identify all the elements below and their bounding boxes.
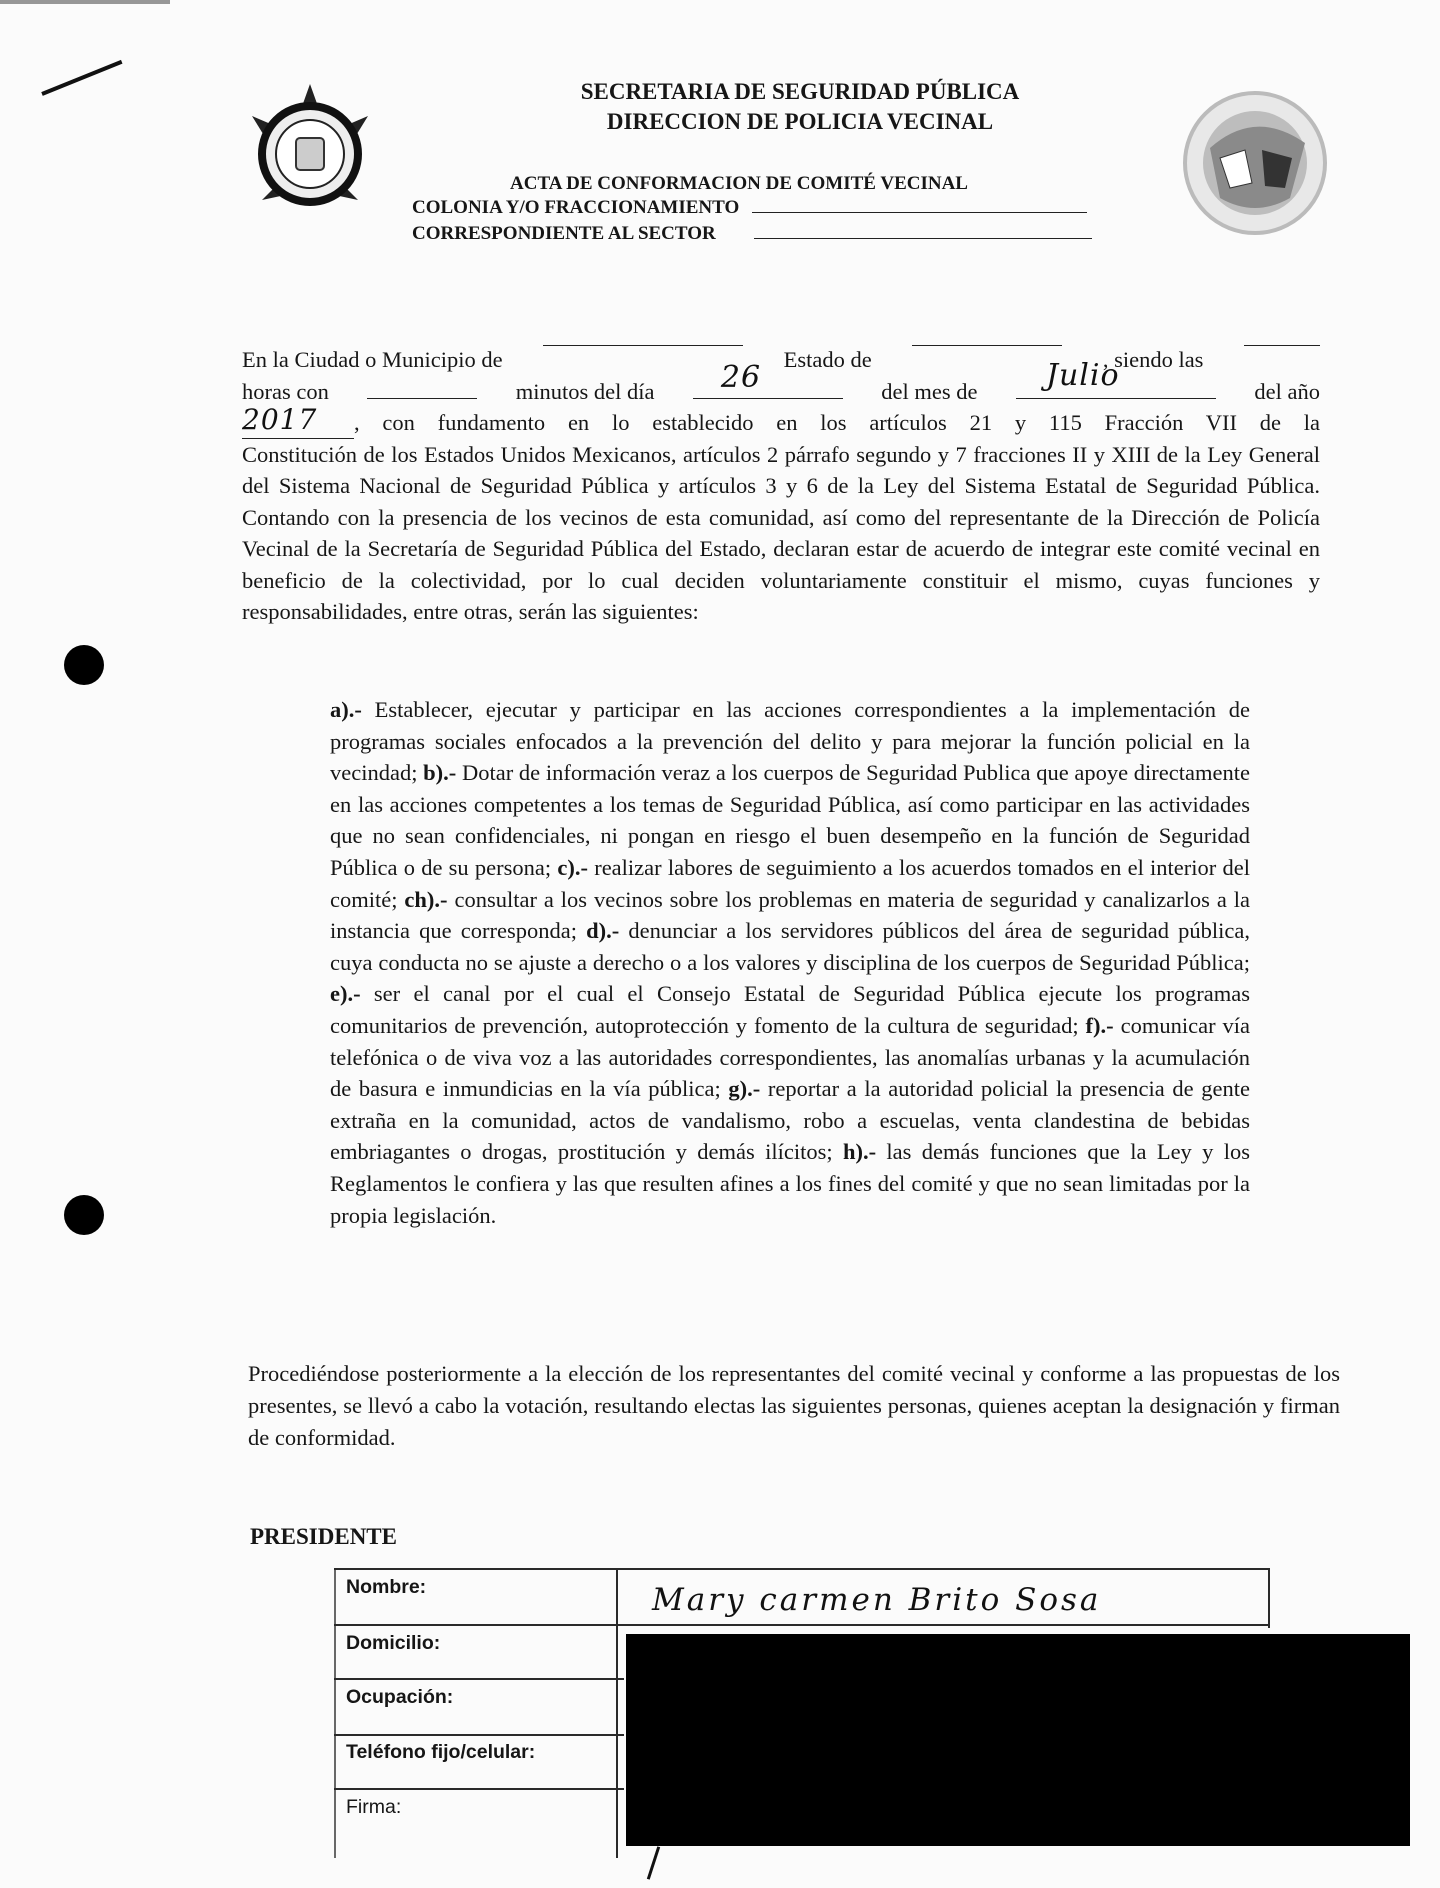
label-firma: Firma: — [346, 1796, 402, 1818]
election-paragraph: Procediéndose posteriormente a la elección de los representantes del comité vecinal y conforme a las propuestas de los presentes, se llevó a cabo la votación, resultando electas las siguientes personas, quienes aceptan la designación y firman de conformidad. — [248, 1361, 1340, 1450]
table-left-border — [334, 1568, 336, 1858]
horas-num-blank — [367, 397, 477, 399]
intro-text-siendo: , siendo las — [1102, 347, 1204, 372]
intro-text-horas: horas con — [242, 378, 329, 404]
colonia-blank — [752, 211, 1087, 213]
table-row-line-4 — [334, 1788, 624, 1790]
header-line-2: DIRECCION DE POLICIA VECINAL — [606, 109, 994, 134]
section-title-presidente: PRESIDENTE — [250, 1524, 397, 1549]
acta-title: ACTA DE CONFORMACION DE COMITÉ VECINAL — [510, 173, 968, 194]
table-right-border — [1268, 1568, 1270, 1628]
intro-text-ciudad: En la Ciudad o Municipio de — [242, 347, 503, 372]
intro-text-mes: del mes de — [881, 378, 978, 404]
colonia-label: COLONIA Y/O FRACCIONAMIENTO — [412, 197, 740, 218]
item-d-letter: d).- — [586, 918, 620, 944]
intro-text-body: Constitución de los Estados Unidos Mexicanos, artículos 2 párrafo segundo y 7 fracciones II y XIII de la Ley General del Sistema Nacional de Seguridad Pública y artículos 3 y 6 de la Ley del Sistema Estatal de Seguridad Pública. Contando con la presencia de los vecinos de esta comunidad, así como del representante de la Dirección de Policía Vecinal de la Secretaría de Seguridad Pública del Estado, declaran estar de acuerdo de integrar este comité vecinal en beneficio de la colectividad, por lo cual deciden voluntariamente constituir el mismo, cuyas funciones y responsabilidades, entre otras, serán las siguientes: — [242, 441, 1320, 624]
label-ocupacion: Ocupación: — [346, 1686, 454, 1708]
seal-right — [1180, 88, 1330, 238]
item-ch-letter: ch).- — [404, 886, 448, 912]
binder-hole-bottom — [64, 1195, 104, 1235]
item-g-text: reportar a la autoridad policial la presencia de gente extraña en la comunidad, actos de vandalismo, robo a escuelas, venta clandestina de bebidas embriagantes o drogas, prostitución y demás ilícitos; — [330, 1076, 1250, 1165]
sector-label: CORRESPONDIENTE AL SECTOR — [412, 223, 716, 244]
colonia-field-label — [412, 196, 1152, 220]
label-nombre: Nombre: — [346, 1576, 427, 1598]
item-h-text: las demás funciones que la Ley y los Reglamentos le confiera y las que resulten afines a los fines del comité y que no sean limitadas por la propia legislación. — [330, 1139, 1250, 1228]
estado-blank — [912, 344, 1062, 346]
seal-left — [240, 82, 380, 222]
binder-hole-top — [64, 645, 104, 685]
intro-text-anio: del año — [1254, 378, 1320, 404]
intro-line-1 — [242, 344, 1320, 376]
dia-field — [693, 359, 843, 399]
item-d-text: denunciar a los servidores públicos del área de seguridad pública, cuya conducta no se ajuste a derecho o a los valores y disciplina de los cuerpos de Seguridad Pública; — [330, 918, 1250, 975]
consejo-seal-icon — [1180, 88, 1330, 238]
table-divider — [616, 1568, 618, 1858]
scan-mark-top-left — [0, 0, 170, 4]
item-b-text: Dotar de información veraz a los cuerpos de Seguridad Publica que apoye directamente en las acciones competentes a los temas de Seguridad Pública, así como participar en las actividades que no sean confidenciales, ni pongan en riesgo el buen desempeño en la función de Seguridad Pública o de su persona; — [330, 760, 1250, 880]
item-e-letter: e).- — [330, 981, 361, 1007]
item-c-text: realizar labores de seguimiento a los acuerdos tomados en el interior del comité; — [330, 854, 1250, 912]
police-star-seal-icon — [240, 82, 380, 222]
table-row-line-3 — [334, 1734, 624, 1736]
table-row-line-2 — [334, 1678, 624, 1680]
label-domicilio: Domicilio: — [346, 1632, 441, 1654]
item-e-text: ser el canal por el cual el Consejo Estatal de Seguridad Pública ejecute los programas comunitarios de prevención, autoprotección y fomento de la cultura de seguridad; — [330, 981, 1250, 1038]
nombre-handwritten: Mary carmen Brito Sosa — [652, 1582, 1102, 1618]
item-g-letter: g).- — [728, 1076, 761, 1102]
horas-blank — [1244, 344, 1320, 346]
item-c-letter: c).- — [557, 854, 588, 880]
functions-list — [330, 694, 1250, 1231]
item-a-text: Establecer, ejecutar y participar en las acciones correspondientes a la implementación de programas sociales enfocados a la prevención del delito y para mejorar la función policial en la vecindad; — [330, 697, 1250, 786]
table-top-border — [334, 1568, 1270, 1570]
item-f-text: comunicar vía telefónica o de viva voz a las autoridades correspondientes, las anomalías urbanas y la acumulación de basura e inmundicias en la vía pública; — [330, 1012, 1250, 1102]
mes-handwritten: Julio — [1045, 357, 1120, 393]
item-b-letter: b).- — [423, 760, 457, 786]
label-telefono: Teléfono fijo/celular: — [346, 1741, 536, 1763]
table-row-line-1 — [334, 1624, 1270, 1626]
item-ch-text: consultar a los vecinos sobre los problemas en materia de seguridad y canalizarlos a la instancia que corresponda; — [330, 886, 1250, 944]
intro-text-estado: Estado de — [783, 347, 872, 372]
pen-stroke — [41, 60, 122, 96]
intro-text-fundamento: , con fundamento en lo establecido en los artículos 21 y 115 Fracción VII de la — [354, 410, 1320, 435]
item-h-letter: h).- — [842, 1139, 877, 1165]
intro-line-3 — [242, 403, 1320, 439]
intro-paragraph — [242, 344, 1320, 628]
item-a-letter: a).- — [330, 697, 362, 722]
redaction-block — [626, 1634, 1410, 1846]
anio-handwritten: 2017 — [242, 407, 354, 439]
header-line-1: SECRETARIA DE SEGURIDAD PÚBLICA — [580, 79, 1020, 104]
dia-handwritten: 26 — [720, 359, 762, 395]
sector-field-label — [412, 222, 1152, 246]
item-f-letter: f).- — [1085, 1012, 1114, 1038]
intro-text-dia: minutos del día — [515, 378, 655, 404]
ciudad-blank — [543, 344, 743, 346]
sector-blank — [754, 237, 1092, 239]
